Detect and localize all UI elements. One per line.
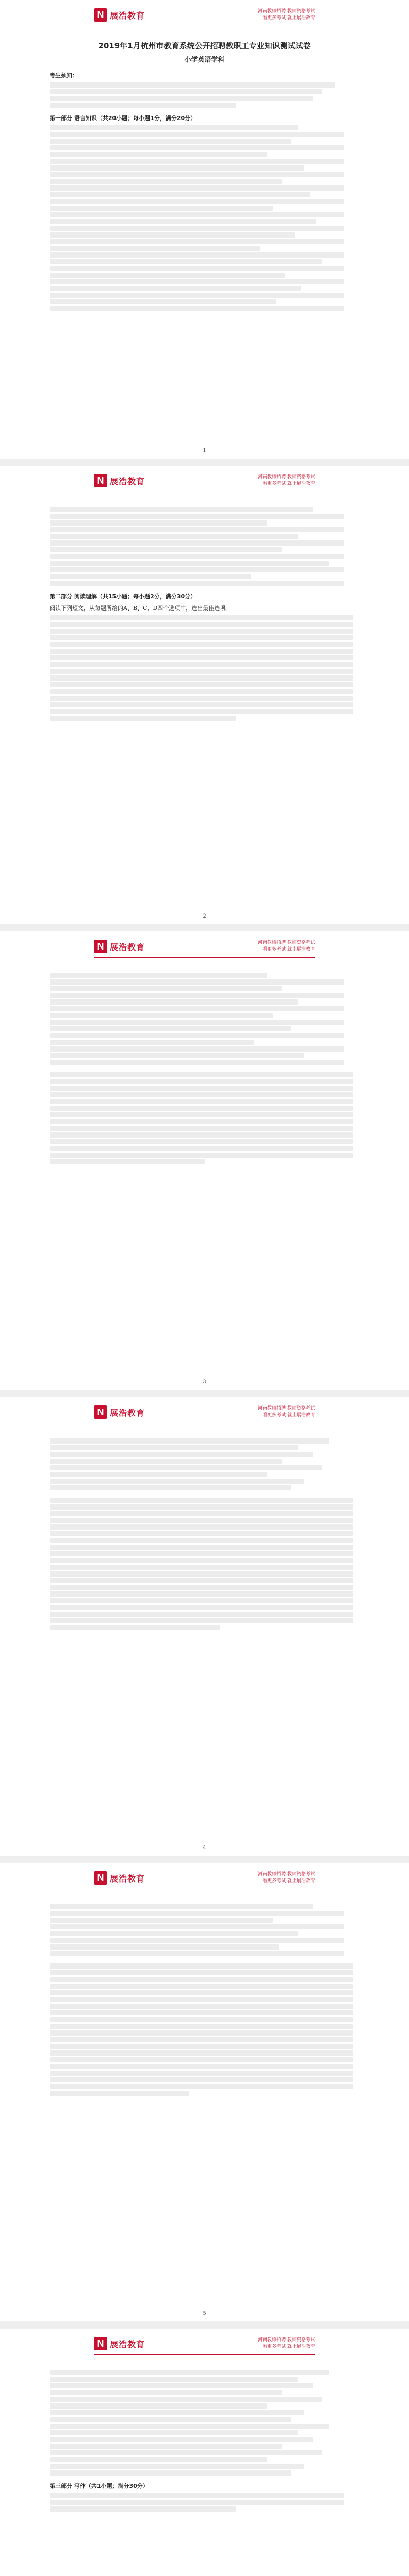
notice-title: 考生须知： <box>50 72 78 79</box>
page-header: N 展浩教育 河南教师招聘 教师资格考试 看更多考试 就上展浩教育 <box>50 466 359 497</box>
page-4 <box>0 1397 409 1856</box>
logo-icon: N <box>94 2337 107 2350</box>
section-1-title: 第一部分 语言知识（共20小题；每小题1分，满分20分） <box>50 115 197 122</box>
question-block <box>50 1904 359 1956</box>
section-2-intro: 阅读下列短文，从每题所给的A、B、C、D四个选项中，选出最佳选项。 <box>50 605 232 612</box>
page-header <box>50 0 359 31</box>
page-number: 4 <box>203 1845 206 1851</box>
logo-icon: N <box>94 1871 107 1885</box>
page-header: N 展浩教育 河南教师招聘 教师资格考试 看更多考试 就上展浩教育 <box>50 1863 359 1894</box>
exam-subtitle: 小学英语学科 <box>184 56 225 64</box>
question-block <box>50 2370 359 2476</box>
passage-block <box>50 1072 359 1164</box>
brand-logo: N 展浩教育 <box>94 7 145 23</box>
passage-block <box>50 1498 359 1630</box>
section-2-title: 第二部分 阅读理解（共15小题；每小题2分，满分30分） <box>50 593 197 600</box>
question-block <box>50 125 359 311</box>
question-block <box>50 1438 359 1490</box>
passage-block <box>50 1963 359 2096</box>
header-right: 河南教师招聘 教师资格考试 看更多考试 就上展浩教育 <box>258 9 315 21</box>
page-1 <box>0 0 409 459</box>
section-3-title: 第三部分 写作（共1小题；满分30分） <box>50 2483 149 2489</box>
page-5 <box>0 1863 409 2321</box>
page-number: 3 <box>203 1379 206 1385</box>
logo-icon: N <box>94 8 107 22</box>
question-block <box>50 973 359 1065</box>
page-3 <box>0 931 409 1390</box>
page-number: 2 <box>203 913 206 919</box>
exam-title: 2019年1月杭州市教育系统公开招聘教职工专业知识测试试卷 <box>98 41 311 50</box>
question-block <box>50 507 359 586</box>
logo-icon: N <box>94 474 107 487</box>
logo-icon: N <box>94 940 107 953</box>
passage-block <box>50 615 359 721</box>
page-number: 1 <box>203 448 206 453</box>
page-6 <box>0 2329 409 2576</box>
page-header: N 展浩教育 河南教师招聘 教师资格考试 看更多考试 就上展浩教育 <box>50 931 359 962</box>
notice-block <box>50 82 359 108</box>
page-2 <box>0 466 409 924</box>
writing-task <box>50 2493 359 2512</box>
logo-icon: N <box>94 1405 107 1419</box>
page-header: N 展浩教育 河南教师招聘 教师资格考试 看更多考试 就上展浩教育 <box>50 2329 359 2360</box>
page-number: 5 <box>203 2311 206 2316</box>
page-header: N 展浩教育 河南教师招聘 教师资格考试 看更多考试 就上展浩教育 <box>50 1397 359 1428</box>
